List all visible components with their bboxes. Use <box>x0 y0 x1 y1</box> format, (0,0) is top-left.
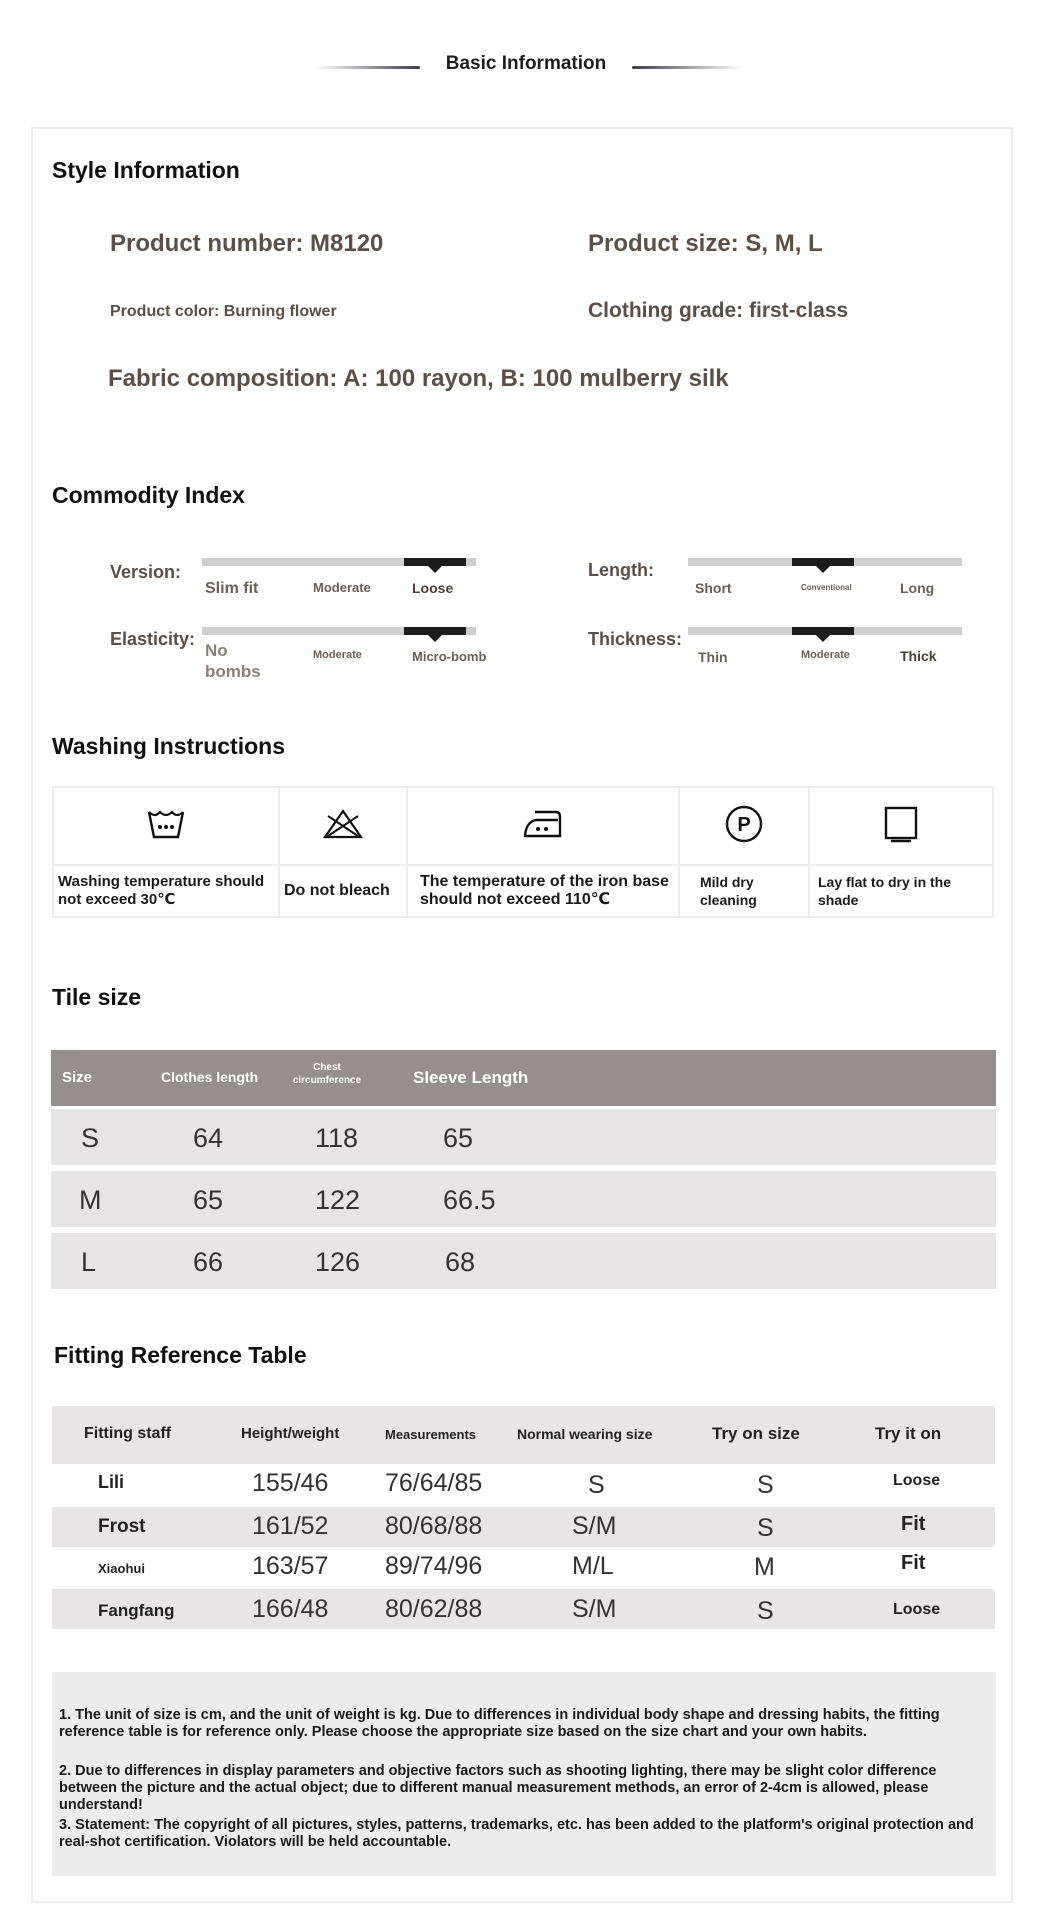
product-size: Product size: S, M, L <box>588 230 823 257</box>
no-bleach-icon <box>279 787 407 865</box>
elasticity-option-moderate: Moderate <box>313 649 362 661</box>
size-cell: S <box>81 1123 100 1153</box>
header-decoration-left <box>315 66 420 69</box>
tile-size-title: Tile size <box>52 984 142 1010</box>
fit-normal-cell: S/M <box>572 1512 617 1540</box>
fit-tryon-size-cell: S <box>757 1471 774 1499</box>
version-label: Version: <box>110 562 182 582</box>
length-cell: 64 <box>193 1123 224 1153</box>
length-option-long: Long <box>900 580 935 596</box>
thickness-option-thick: Thick <box>900 648 937 664</box>
product-number: Product number: M8120 <box>110 230 384 257</box>
fit-tryon-size-cell: M <box>754 1553 775 1581</box>
fit-result-cell: Fit <box>901 1513 926 1535</box>
commodity-index-title: Commodity Index <box>52 482 245 508</box>
version-pointer-icon <box>428 566 442 573</box>
length-selected-marker <box>792 558 854 566</box>
sleeve-cell: 66.5 <box>443 1185 496 1215</box>
washtub-icon <box>53 787 279 865</box>
fit-height-cell: 161/52 <box>252 1512 329 1540</box>
thickness-selected-marker <box>792 627 854 635</box>
svg-text:P: P <box>737 813 751 836</box>
fit-header-measurements: Measurements <box>385 1427 477 1442</box>
product-color: Product color: Burning flower <box>110 303 337 320</box>
elasticity-selected-marker <box>404 627 466 635</box>
version-selected-marker <box>404 558 466 566</box>
version-option-slim: Slim fit <box>205 580 259 597</box>
fit-measurements-cell: 80/68/88 <box>385 1512 483 1540</box>
fit-staff-cell: Fangfang <box>98 1601 175 1620</box>
fit-result-cell: Loose <box>893 1601 941 1618</box>
notes-box <box>52 1672 996 1876</box>
content-frame <box>31 127 1013 1903</box>
table-row <box>51 1233 996 1289</box>
style-info-title: Style Information <box>52 157 240 183</box>
elasticity-option-none: No bombs <box>205 641 261 681</box>
wash-temp-text: Washing temperature should not exceed 30℃ <box>53 865 279 917</box>
no-bleach-text: Do not bleach <box>279 865 407 917</box>
washing-title: Washing Instructions <box>52 733 285 759</box>
elasticity-pointer-icon <box>428 635 442 642</box>
thickness-label: Thickness: <box>588 629 683 649</box>
fit-header-staff: Fitting staff <box>84 1425 172 1442</box>
washing-table <box>52 786 994 918</box>
length-cell: 65 <box>193 1185 224 1215</box>
fit-header-tryon-size: Try on size <box>712 1424 800 1443</box>
elasticity-option-micro: Micro-bomb <box>412 649 487 664</box>
fit-height-cell: 155/46 <box>252 1469 329 1497</box>
fit-height-cell: 166/48 <box>252 1595 329 1623</box>
note-3: 3. Statement: The copyright of all pictures, styles, patterns, trademarks, etc. has been added to the platform's original protection and real-shot certification. Violators will be held accountable. <box>59 1817 974 1850</box>
fit-measurements-cell: 76/64/85 <box>385 1469 483 1497</box>
size-header-sleeve: Sleeve Length <box>413 1068 529 1087</box>
flat-dry-text: Lay flat to dry in the shade <box>809 865 993 917</box>
size-header-chest: Chest circumference <box>292 1062 362 1086</box>
fit-normal-cell: S <box>588 1471 605 1499</box>
version-option-loose: Loose <box>412 580 454 596</box>
fit-staff-cell: Frost <box>98 1516 146 1537</box>
length-option-conventional: Conventional <box>801 583 852 592</box>
size-header-length: Clothes length <box>161 1069 259 1085</box>
chest-cell: 126 <box>315 1247 361 1277</box>
fit-normal-cell: M/L <box>572 1552 614 1580</box>
size-table-header <box>51 1050 996 1106</box>
chest-cell: 118 <box>315 1123 359 1153</box>
length-cell: 66 <box>193 1247 224 1277</box>
iron-temp-text: The temperature of the iron base should not exceed 110℃ <box>407 865 679 917</box>
chest-cell: 122 <box>315 1185 361 1215</box>
size-cell: M <box>79 1185 102 1215</box>
clothing-grade: Clothing grade: first-class <box>588 299 849 322</box>
length-label: Length: <box>588 560 654 580</box>
flat-dry-shade-icon <box>809 787 993 865</box>
fit-result-cell: Loose <box>893 1472 941 1489</box>
length-option-short: Short <box>695 580 732 596</box>
note-1: 1. The unit of size is cm, and the unit of weight is kg. Due to differences in individual body shape and dressing habits, the fitting reference table is for reference only. Please choose the appropriate size based on the size chart and your own habits. <box>59 1707 940 1740</box>
elasticity-label: Elasticity: <box>110 629 196 649</box>
sleeve-cell: 68 <box>445 1247 476 1277</box>
thickness-pointer-icon <box>816 635 830 642</box>
table-row <box>51 1171 996 1227</box>
iron-icon <box>407 787 679 865</box>
fit-normal-cell: S/M <box>572 1595 617 1623</box>
fit-measurements-cell: 80/62/88 <box>385 1595 483 1623</box>
page-title: Basic Information <box>445 53 607 74</box>
fabric-composition: Fabric composition: A: 100 rayon, B: 100 mulberry silk <box>108 365 729 392</box>
fit-measurements-cell: 89/74/96 <box>385 1552 483 1580</box>
header-decoration-right <box>632 66 742 69</box>
thickness-option-thin: Thin <box>698 649 728 665</box>
table-row <box>51 1109 996 1165</box>
table-row <box>52 1548 995 1588</box>
fitting-title: Fitting Reference Table <box>54 1342 307 1368</box>
table-row <box>52 1589 995 1629</box>
fit-result-cell: Fit <box>901 1552 926 1574</box>
fitting-table-header <box>52 1406 995 1464</box>
version-option-moderate: Moderate <box>313 580 371 595</box>
length-pointer-icon <box>816 566 830 573</box>
fit-header-height: Height/weight <box>241 1425 340 1442</box>
dry-clean-icon <box>679 787 809 865</box>
fit-header-normal: Normal wearing size <box>517 1426 653 1442</box>
thickness-option-moderate: Moderate <box>801 649 850 661</box>
note-2: 2. Due to differences in display parameters and objective factors such as shooting lighting, there may be slight color difference between the picture and the actual object; due to different manual measurement methods, an error of 2-4cm is allowed, please understand! <box>59 1763 937 1813</box>
size-cell: L <box>81 1247 97 1277</box>
fit-staff-cell: Xiaohui <box>98 1561 145 1576</box>
fit-header-tryon: Try it on <box>875 1424 942 1443</box>
fit-tryon-size-cell: S <box>757 1514 774 1542</box>
sleeve-cell: 65 <box>443 1123 474 1153</box>
fit-staff-cell: Lili <box>98 1472 124 1492</box>
dry-clean-text: Mild dry cleaning <box>679 865 809 917</box>
fit-height-cell: 163/57 <box>252 1552 329 1580</box>
table-row <box>52 1507 995 1547</box>
fit-tryon-size-cell: S <box>757 1597 774 1625</box>
size-header-size: Size <box>62 1069 93 1086</box>
table-row <box>52 1464 995 1504</box>
